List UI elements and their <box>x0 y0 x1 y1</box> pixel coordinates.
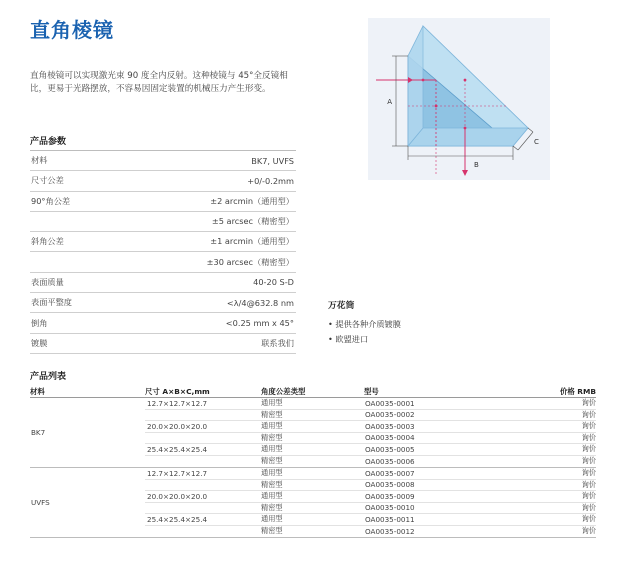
angle-cell: 通用型 <box>261 491 283 501</box>
model-cell: OA0035-0003 <box>365 421 415 431</box>
model-cell: OA0035-0001 <box>365 398 415 408</box>
table-row <box>145 410 596 422</box>
param-value: 联系我们 <box>261 337 294 348</box>
price-cell: 询价 <box>581 502 596 512</box>
price-cell: 询价 <box>581 421 596 431</box>
param-value: <λ/4@632.8 nm <box>226 297 294 308</box>
table-body <box>30 398 596 538</box>
header-size: 尺寸 A×B×C,mm <box>145 387 210 396</box>
param-label: 倒角 <box>31 317 48 328</box>
model-cell: OA0035-0012 <box>365 526 415 536</box>
param-row <box>30 334 296 354</box>
table-row <box>145 503 596 515</box>
param-label: 材料 <box>31 155 48 166</box>
model-cell: OA0035-0004 <box>365 433 415 443</box>
model-cell: OA0035-0007 <box>365 468 415 478</box>
angle-cell: 精密型 <box>261 456 283 466</box>
model-cell: OA0035-0011 <box>365 514 415 524</box>
price-cell: 询价 <box>581 491 596 501</box>
param-row <box>30 212 296 232</box>
param-row <box>30 313 296 333</box>
beam-point <box>435 105 438 108</box>
size-cell: 20.0×20.0×20.0 <box>147 421 208 431</box>
features-title: 万花筒 <box>328 301 355 311</box>
product-table <box>30 386 596 538</box>
page-title: 直角棱镜 <box>30 18 114 42</box>
param-row <box>30 151 296 171</box>
param-value: +0/-0.2mm <box>247 175 294 186</box>
angle-cell: 精密型 <box>261 526 283 536</box>
table-row <box>145 468 596 480</box>
params-title: 产品参数 <box>30 137 67 147</box>
angle-cell: 精密型 <box>261 409 283 419</box>
product-list-title: 产品列表 <box>30 372 67 382</box>
angle-cell: 通用型 <box>261 421 283 431</box>
param-label: 表面平整度 <box>31 297 72 308</box>
param-row <box>30 273 296 293</box>
label-b: B <box>474 161 479 169</box>
price-cell: 询价 <box>581 479 596 489</box>
prism-illustration <box>368 18 550 180</box>
param-value: ±2 arcmin（通用型） <box>210 195 294 206</box>
dimension-tick <box>513 146 518 150</box>
size-cell: 25.4×25.4×25.4 <box>147 444 208 454</box>
header-material: 材料 <box>30 387 45 396</box>
price-cell: 询价 <box>581 456 596 466</box>
model-cell: OA0035-0008 <box>365 480 415 490</box>
header-angle: 角度公差类型 <box>261 387 306 396</box>
param-row <box>30 293 296 313</box>
param-label: 表面质量 <box>31 276 64 287</box>
param-row <box>30 232 296 252</box>
table-group <box>30 468 596 538</box>
beam-point <box>464 127 467 130</box>
label-c: C <box>534 138 539 146</box>
size-cell: 20.0×20.0×20.0 <box>147 491 208 501</box>
table-row <box>145 480 596 492</box>
param-label: 90°角公差 <box>31 195 71 206</box>
model-cell: OA0035-0005 <box>365 444 415 454</box>
header-model: 型号 <box>364 387 379 396</box>
size-cell: 12.7×12.7×12.7 <box>147 468 208 478</box>
param-label: 镀膜 <box>31 337 48 348</box>
model-cell: OA0035-0009 <box>365 491 415 501</box>
feature-item: • 欧盟进口 <box>328 334 369 344</box>
table-header <box>30 386 596 398</box>
model-cell: OA0035-0006 <box>365 456 415 466</box>
table-row <box>145 444 596 456</box>
angle-cell: 通用型 <box>261 514 283 524</box>
size-cell: 12.7×12.7×12.7 <box>147 398 208 408</box>
angle-cell: 精密型 <box>261 502 283 512</box>
price-cell: 询价 <box>581 526 596 536</box>
param-value: ±1 arcmin（通用型） <box>210 236 294 247</box>
material-cell: UVFS <box>31 498 50 507</box>
angle-cell: 精密型 <box>261 479 283 489</box>
price-cell: 询价 <box>581 432 596 442</box>
table-row <box>145 398 596 410</box>
label-a: A <box>387 98 392 106</box>
table-row <box>145 514 596 526</box>
param-row <box>30 252 296 272</box>
param-row <box>30 192 296 212</box>
angle-cell: 通用型 <box>261 398 283 408</box>
prism-bottom-face <box>408 128 528 146</box>
header-price: 价格 RMB <box>559 387 596 396</box>
price-cell: 询价 <box>581 398 596 408</box>
price-cell: 询价 <box>581 468 596 478</box>
model-cell: OA0035-0002 <box>365 410 415 420</box>
table-row <box>145 526 596 538</box>
size-cell: 25.4×25.4×25.4 <box>147 514 208 524</box>
angle-cell: 通用型 <box>261 468 283 478</box>
table-row <box>145 456 596 468</box>
param-row <box>30 171 296 191</box>
angle-cell: 精密型 <box>261 432 283 442</box>
param-value: BK7, UVFS <box>251 155 294 166</box>
dimension-tick <box>528 128 533 132</box>
param-value: 40-20 S-D <box>253 277 294 288</box>
param-value: ±30 arcsec（精密型） <box>206 256 294 267</box>
beam-arrow <box>462 170 468 176</box>
table-row <box>145 421 596 433</box>
angle-cell: 通用型 <box>261 444 283 454</box>
params-table <box>30 150 296 354</box>
beam-point <box>464 79 467 82</box>
price-cell: 询价 <box>581 444 596 454</box>
material-cell: BK7 <box>31 428 46 437</box>
price-cell: 询价 <box>581 409 596 419</box>
param-label: 斜角公差 <box>31 236 64 247</box>
prism-diagram <box>368 18 550 180</box>
table-row <box>145 433 596 445</box>
price-cell: 询价 <box>581 514 596 524</box>
param-value: <0.25 mm x 45° <box>225 318 294 329</box>
param-value: ±5 arcsec（精密型） <box>211 216 294 227</box>
model-cell: OA0035-0010 <box>365 503 415 513</box>
features-block <box>328 298 401 347</box>
prism-side-face <box>408 26 423 146</box>
param-label: 尺寸公差 <box>31 175 64 186</box>
beam-point <box>422 79 425 82</box>
intro-text: 直角棱镜可以实现激光束 90 度全内反射。这种棱镜与 45°全反镜相比，更易于光路摆放，不容易因固定装置的机械压力产生形变。 <box>30 71 288 94</box>
table-group <box>30 398 596 468</box>
table-row <box>145 491 596 503</box>
feature-item: • 提供各种介质镀膜 <box>328 319 401 329</box>
